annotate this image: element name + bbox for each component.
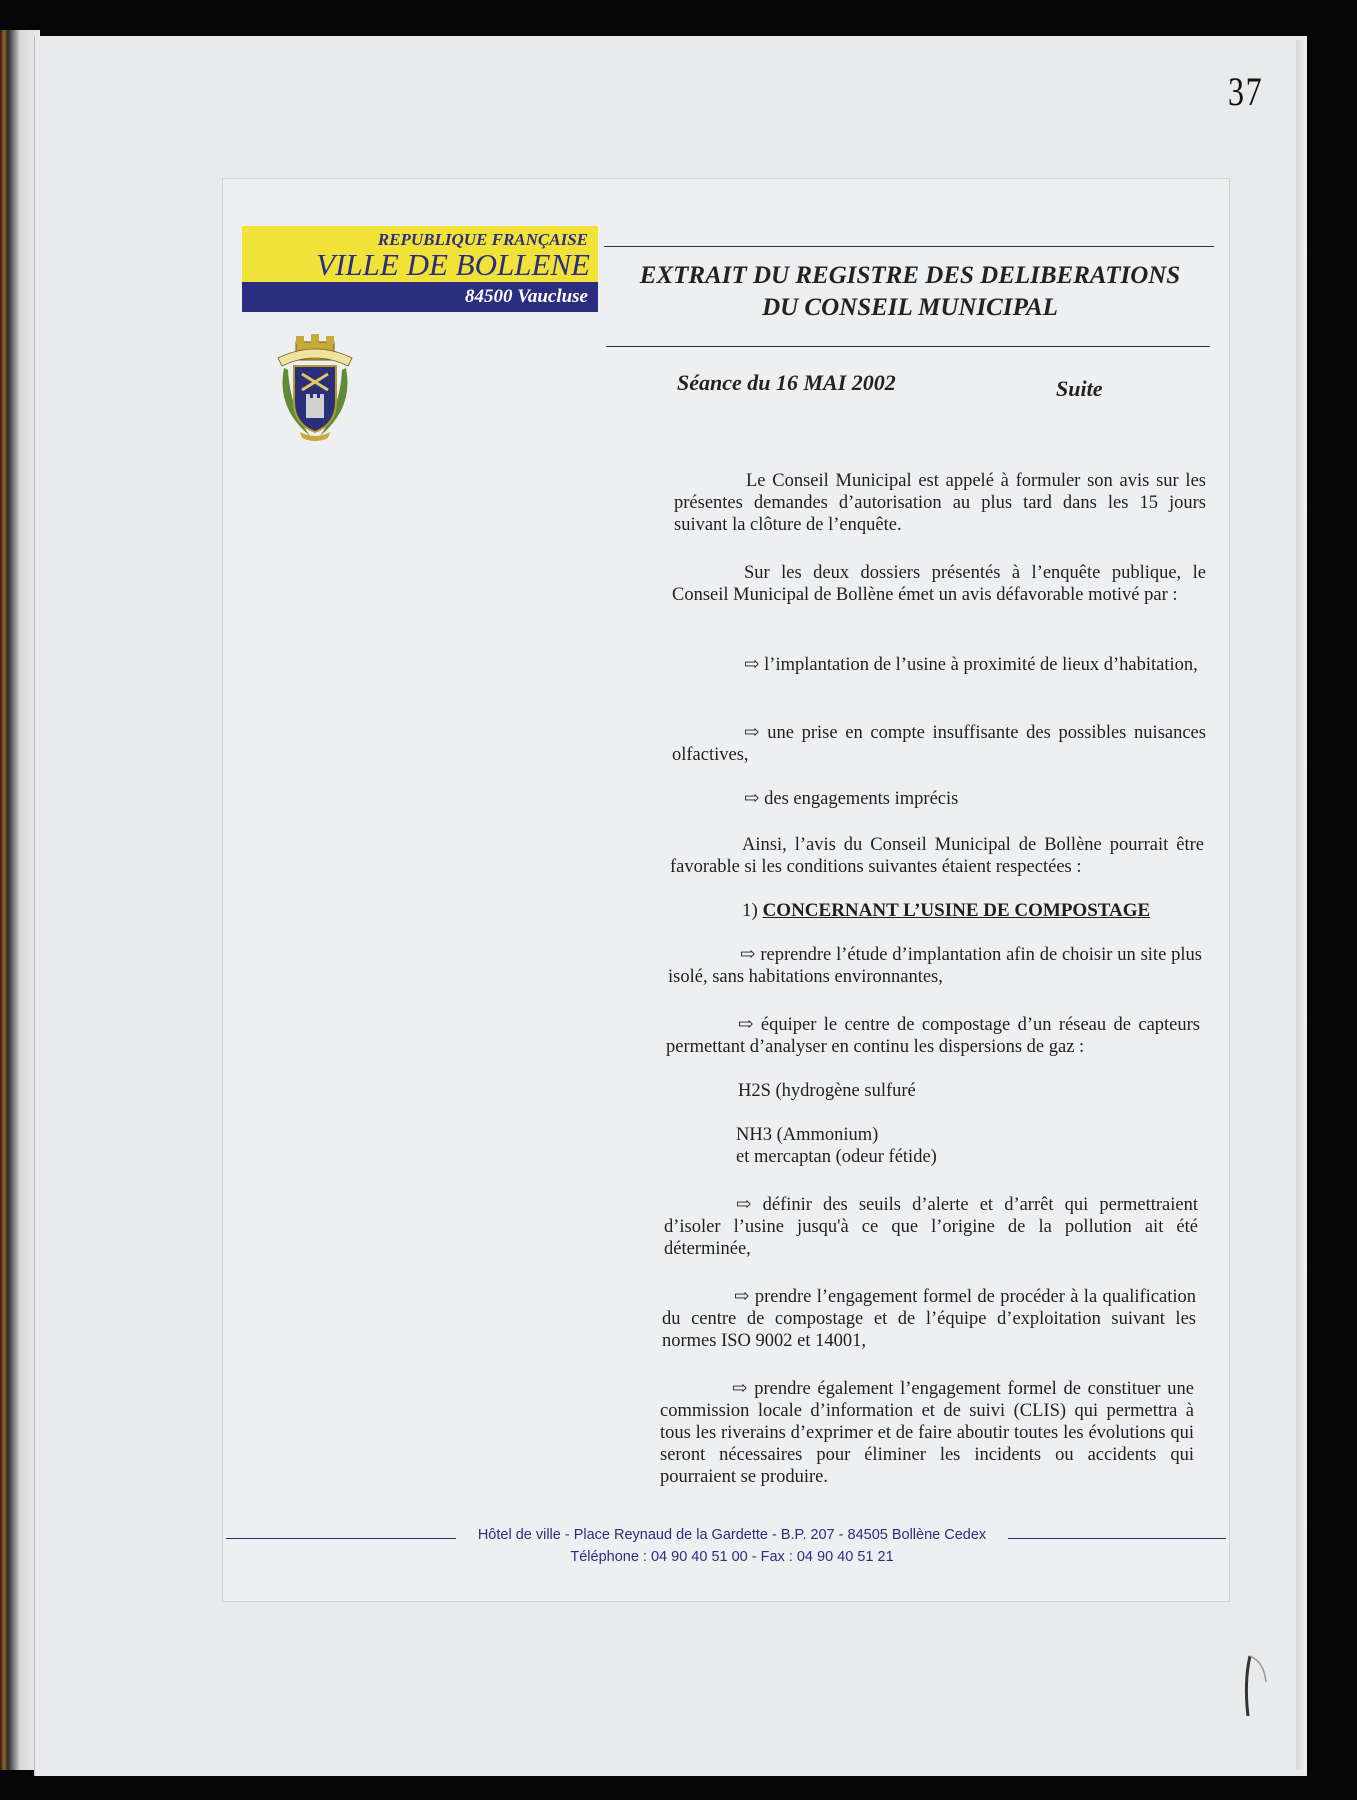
white-right-arrow-icon: ⇨ (744, 723, 768, 743)
condition-1 (668, 944, 1202, 988)
title-rule-bottom (606, 346, 1210, 347)
paragraph-3-text: Ainsi, l’avis du Conseil Municipal de Bollène pourrait être favorable si les conditions suivantes étaient respectées : (670, 835, 1204, 877)
white-right-arrow-icon: ⇨ (744, 789, 765, 809)
objection-1 (672, 654, 1206, 676)
footer-rule-right (1008, 1538, 1226, 1539)
objection-1-text: l’implantation de l’usine à proximité de lieux d’habitation, (764, 655, 1198, 675)
continuation-label: Suite (1056, 376, 1103, 401)
gas-3-text: et mercaptan (odeur fétide) (736, 1147, 937, 1167)
condition-4 (662, 1286, 1196, 1352)
white-right-arrow-icon: ⇨ (734, 1287, 755, 1307)
white-right-arrow-icon: ⇨ (744, 655, 765, 675)
paragraph-2-text: Sur les deux dossiers présentés à l’enquête publique, le Conseil Municipal de Bollène émet un avis défavorable motivé par : (672, 563, 1206, 605)
section-number: 1) (742, 900, 758, 921)
paragraph-1 (674, 470, 1206, 536)
footer-address: Hôtel de ville - Place Reynaud de la Gardette - B.P. 207 - 84505 Bollène Cedex (477, 1527, 987, 1543)
white-right-arrow-icon: ⇨ (732, 1379, 755, 1399)
gas-1-text: H2S (hydrogène sulfuré (738, 1081, 916, 1101)
paragraph-3 (670, 834, 1204, 878)
sheet-right-edge (1296, 40, 1306, 1770)
letterhead-city: VILLE DE BOLLENE (316, 247, 590, 282)
paragraph-2 (672, 562, 1206, 606)
letterhead-republic: REPUBLIQUE FRANÇAISE (377, 230, 588, 249)
white-right-arrow-icon: ⇨ (736, 1195, 763, 1215)
coat-of-arms-icon (274, 328, 356, 444)
gas-2-text: NH3 (Ammonium) (736, 1125, 879, 1145)
title-rule-top (604, 246, 1214, 247)
section-heading (670, 900, 1204, 922)
letterhead-department: 84500 Vaucluse (465, 286, 588, 307)
condition-3-text: définir des seuils d’alerte et d’arrêt qui permettraient d’isoler l’usine jusqu'à ce que l’origine de la pollution ait été déterminée, (664, 1195, 1198, 1259)
condition-3 (664, 1194, 1198, 1260)
white-right-arrow-icon: ⇨ (738, 1015, 761, 1035)
condition-5 (660, 1378, 1194, 1488)
condition-2 (666, 1014, 1200, 1058)
gas-1 (738, 1080, 1138, 1102)
page-tab-mark (1236, 1652, 1270, 1720)
condition-5-text: prendre également l’engagement formel de constituer une commission locale d’information et de suivi (CLIS) qui permettra à tous les riverains d’exprimer et de faire aboutir toutes les évolutions qui seront nécessaires pour éliminer les incidents ou accidents qui pourraient se produire. (660, 1379, 1194, 1487)
white-right-arrow-icon: ⇨ (740, 945, 761, 965)
paragraph-1-text: Le Conseil Municipal est appelé à formuler son avis sur les présentes demandes d’autorisation au plus tard dans les 15 jours suivant la clôture de l’enquête. (674, 471, 1206, 535)
page-number: 37 (1228, 69, 1264, 114)
register-title-line2: DU CONSEIL MUNICIPAL (762, 294, 1058, 321)
section-title: CONCERNANT L’USINE DE COMPOSTAGE (762, 900, 1151, 921)
objection-2 (672, 722, 1206, 766)
footer-rule-left (226, 1538, 456, 1539)
objection-3-text: des engagements imprécis (764, 789, 959, 809)
session-date: Séance du 16 MAI 2002 (677, 370, 896, 395)
objection-3 (672, 788, 1206, 810)
objection-2-text: une prise en compte insuffisante des possibles nuisances olfactives, (672, 723, 1206, 765)
condition-2-text: équiper le centre de compostage d’un réseau de capteurs permettant d’analyser en continu les dispersions de gaz : (666, 1015, 1200, 1057)
condition-1-text: reprendre l’étude d’implantation afin de choisir un site plus isolé, sans habitations environnantes, (668, 945, 1202, 987)
condition-4-text: prendre l’engagement formel de procéder à la qualification du centre de compostage et de l’équipe d’exploitation suivant les normes ISO 9002 et 14001, (662, 1287, 1196, 1351)
footer-phone: Téléphone : 04 90 40 51 00 - Fax : 04 90 40 51 21 (570, 1549, 894, 1565)
gas-2 (736, 1124, 1136, 1168)
register-title-line1: EXTRAIT DU REGISTRE DES DELIBERATIONS (639, 262, 1181, 289)
